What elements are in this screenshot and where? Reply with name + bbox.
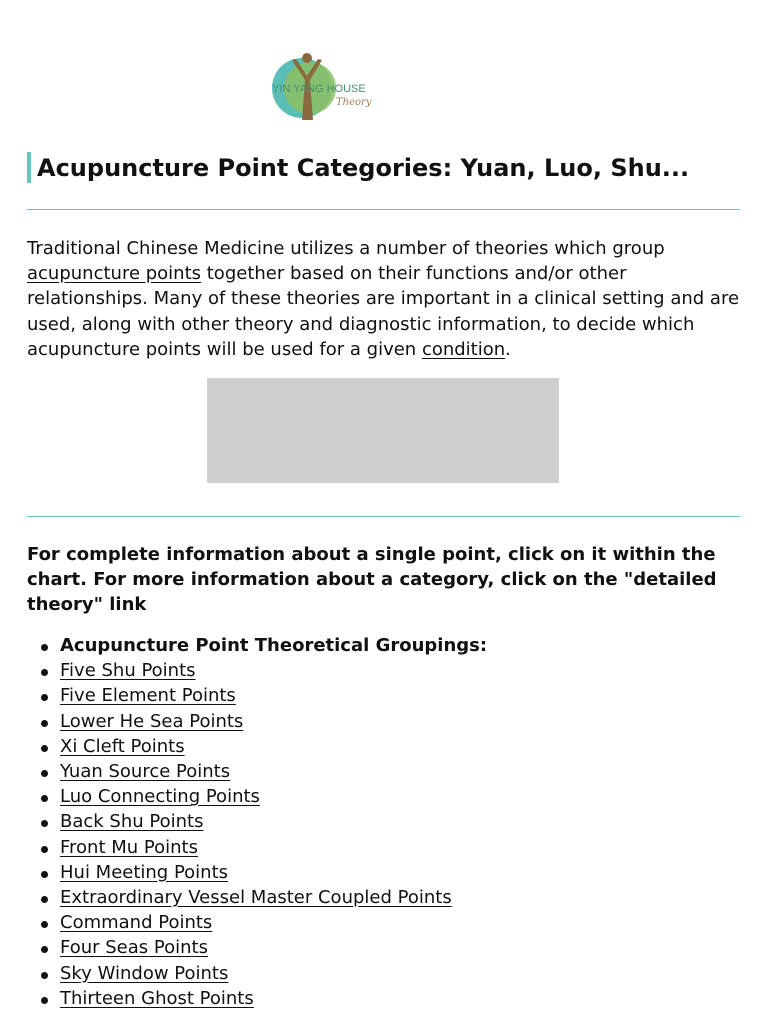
intro-text-2: together based on their functions and/or other relationships. Many of these theories are important in a clinical setting and are used, along with other theory and diagnostic information, to decide which acupuncture points will be used for a given: [27, 263, 740, 360]
list-item: [27, 809, 740, 834]
back-shu-points-link[interactable]: Back Shu Points: [60, 811, 204, 833]
list-item: [27, 784, 740, 809]
ad-placeholder: [207, 378, 559, 483]
intro-text-1: Traditional Chinese Medicine utilizes a number of theories which group: [27, 238, 665, 259]
extraordinary-vessel-link[interactable]: Extraordinary Vessel Master Coupled Points: [60, 887, 452, 909]
lower-he-sea-points-link[interactable]: Lower He Sea Points: [60, 710, 244, 732]
sky-window-points-link[interactable]: Sky Window Points: [60, 962, 229, 984]
intro-paragraph: [27, 236, 740, 362]
logo-text: YIN YANG HOUSE: [272, 83, 366, 95]
divider-top: [27, 209, 740, 210]
xi-cleft-points-link[interactable]: Xi Cleft Points: [60, 735, 185, 757]
list-item: [27, 935, 740, 960]
groupings-heading: Acupuncture Point Theoretical Groupings:: [27, 633, 740, 658]
list-item: [27, 709, 740, 734]
page-title: Acupuncture Point Categories: Yuan, Luo, Shu...: [37, 154, 690, 182]
luo-connecting-points-link[interactable]: Luo Connecting Points: [60, 786, 260, 808]
divider-middle: [27, 516, 740, 517]
yuan-source-points-link[interactable]: Yuan Source Points: [60, 761, 231, 783]
five-element-points-link[interactable]: Five Element Points: [60, 685, 236, 707]
four-seas-points-link[interactable]: Four Seas Points: [60, 937, 208, 959]
list-item: [27, 986, 740, 1011]
list-item: [27, 759, 740, 784]
instructions-text: For complete information about a single point, click on it within the chart. For more information about a category, click on the "detailed theory" link: [27, 544, 717, 616]
list-item: [27, 734, 740, 759]
condition-link[interactable]: condition: [421, 338, 506, 360]
thirteen-ghost-points-link[interactable]: Thirteen Ghost Points: [60, 987, 254, 1009]
hui-meeting-points-link[interactable]: Hui Meeting Points: [60, 861, 229, 883]
list-item: [27, 885, 740, 910]
five-shu-points-link[interactable]: Five Shu Points: [60, 660, 196, 682]
list-item: [27, 961, 740, 986]
intro-text-3: .: [505, 338, 511, 360]
site-logo[interactable]: [272, 50, 384, 128]
list-item: [27, 910, 740, 935]
command-points-link[interactable]: Command Points: [60, 912, 213, 934]
groupings-list: [27, 633, 740, 1011]
list-item: [27, 835, 740, 860]
acupuncture-points-link[interactable]: acupuncture points: [27, 263, 202, 285]
title-accent-bar: [27, 152, 31, 183]
list-item: [27, 658, 740, 683]
list-item: [27, 683, 740, 708]
front-mu-points-link[interactable]: Front Mu Points: [60, 836, 198, 858]
list-item: [27, 860, 740, 885]
logo-subtext: Theory: [336, 97, 372, 108]
